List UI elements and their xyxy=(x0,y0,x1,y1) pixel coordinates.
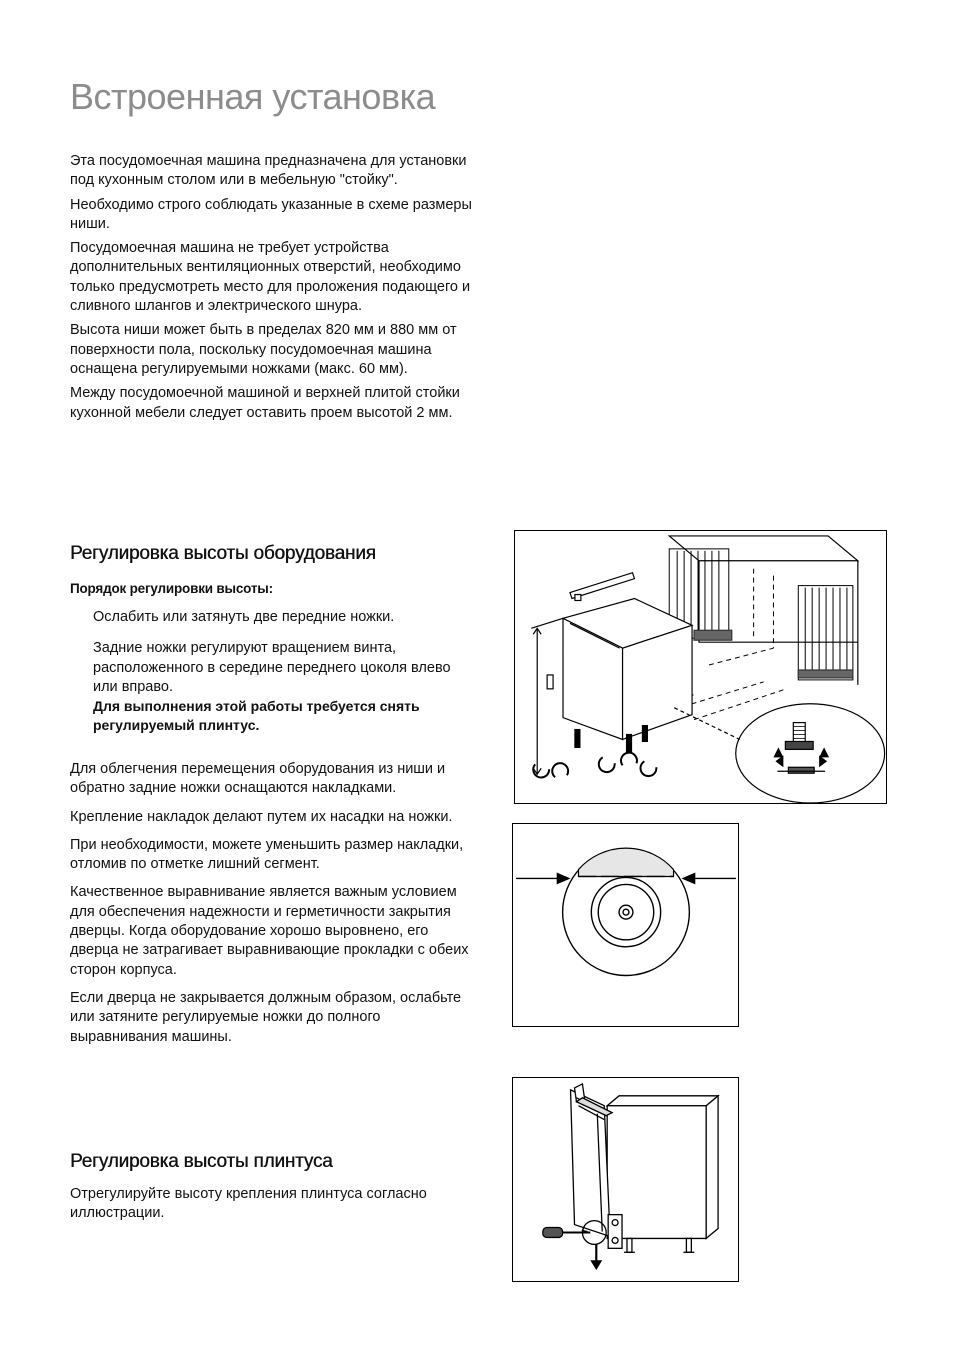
body-paragraph: Для облегчения перемещения оборудования из ниши и обратно задние ножки оснащаются накладками. xyxy=(70,761,446,797)
plinth-text xyxy=(70,1185,480,1229)
body-paragraph: Качественное выравнивание является важным условием для обеспечения надежности и герметичности закрытия дверцы. Когда оборудование хорошо выровнено, его дверца не затрагивает выравнивающие прокладки с обеих сторон корпуса. xyxy=(70,884,469,978)
step-note: Для выполнения этой работы требуется снять регулируемый плинтус. xyxy=(93,698,420,734)
step-item: Задние ножки регулируют вращением винта, расположенного в середине переднего цоколя влево или вправо. xyxy=(93,640,451,695)
intro-paragraph: Высота ниши может быть в пределах 820 мм и 880 мм от поверхности пола, поскольку посудомоечная машина оснащена регулируемыми ножками (макс. 60 мм). xyxy=(70,322,457,377)
section-heading-height: Регулировка высоты оборудования xyxy=(70,543,376,564)
body-paragraph: Отрегулируйте высоту крепления плинтуса согласно иллюстрации. xyxy=(70,1186,427,1222)
section-subheading: Порядок регулировки высоты: xyxy=(70,581,273,596)
body-paragraph: Крепление накладок делают путем их насадки на ножки. xyxy=(70,808,453,825)
page-title: Встроенная установка xyxy=(70,76,436,117)
step-item: Ослабить или затянуть две передние ножки. xyxy=(93,609,395,625)
installation-diagram-svg xyxy=(515,531,886,803)
foot-pad-diagram-svg xyxy=(513,824,738,1026)
body-paragraph: Если дверца не закрывается должным образом, ослабьте или затяните регулируемые ножки до полного выравнивания машины. xyxy=(70,989,462,1045)
foot-pad-diagram xyxy=(512,823,739,1027)
plinth-adjustment-diagram-svg xyxy=(513,1078,738,1281)
intro-paragraph: Эта посудомоечная машина предназначена для установки под кухонным столом или в мебельную "стойку". xyxy=(70,153,467,189)
installation-diagram xyxy=(514,530,887,804)
steps-list xyxy=(93,608,473,736)
intro-paragraph: Необходимо строго соблюдать указанные в схеме размеры ниши. xyxy=(70,196,472,232)
plinth-adjustment-diagram xyxy=(512,1077,739,1282)
intro-paragraph: Посудомоечная машина не требует устройства дополнительных вентиляционных отверстий, необходимо только предусмотреть место для проложения подающего и сливного шлангов и электрического шнура. xyxy=(70,240,471,315)
intro-text xyxy=(70,152,480,428)
section-heading-plinth: Регулировка высоты плинтуса xyxy=(70,1151,333,1172)
intro-paragraph: Между посудомоечной машиной и верхней плитой стойки кухонной мебели следует оставить проем высотой 2 мм. xyxy=(70,385,460,421)
body-paragraph: При необходимости, можете уменьшить размер накладки, отломив по отметке лишний сегмент. xyxy=(70,836,464,873)
height-text xyxy=(70,760,480,1052)
